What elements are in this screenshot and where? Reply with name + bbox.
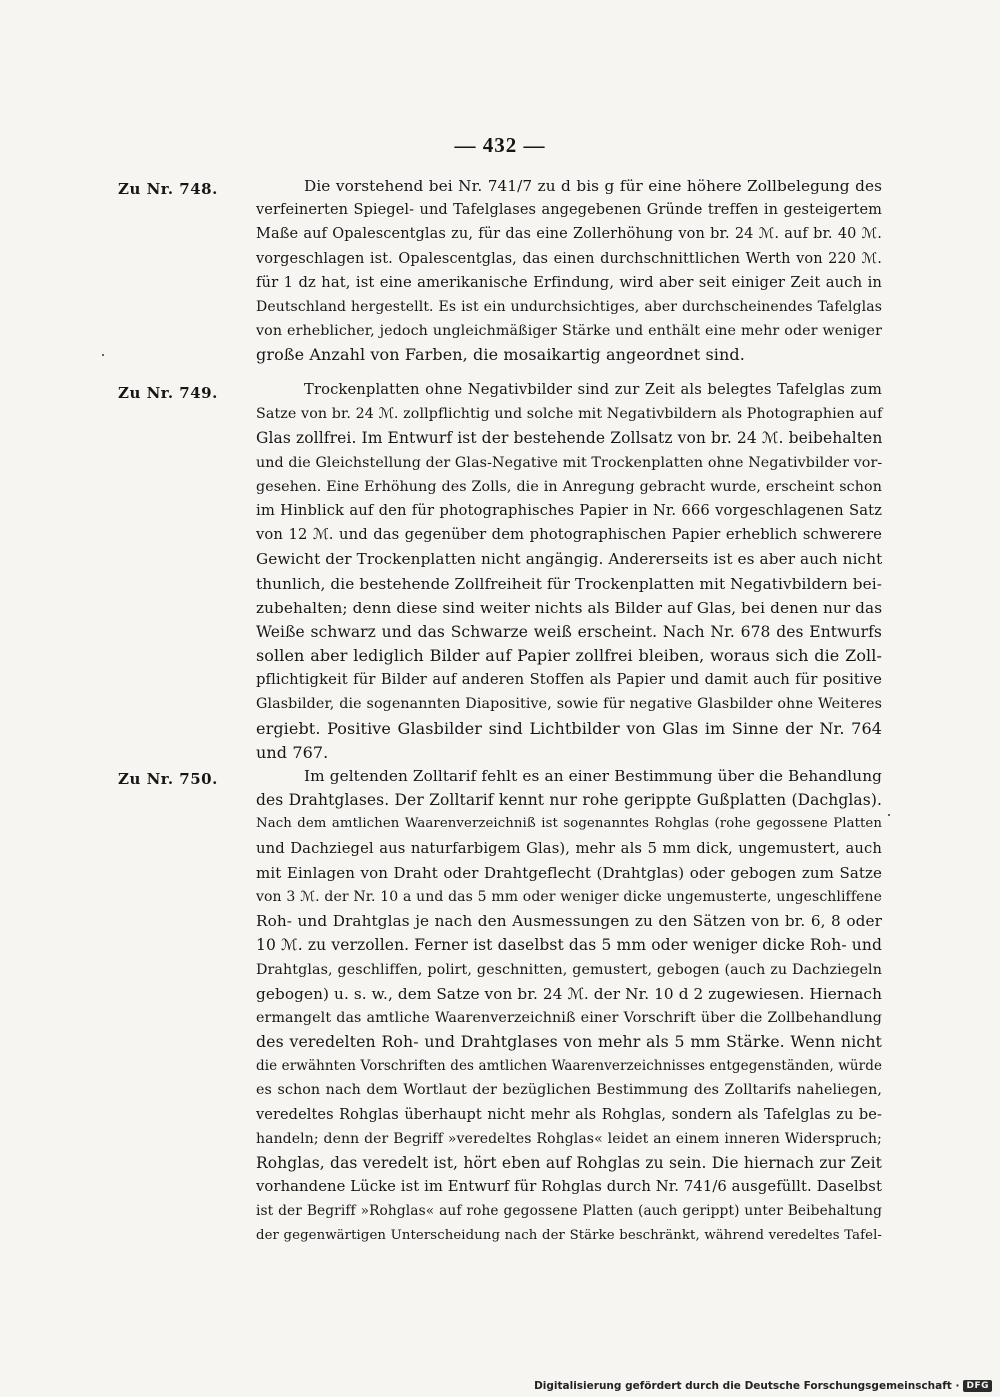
text-line: Roh- und Drahtglas je nach den Ausmessungen zu den Sätzen von br. 6, 8 oder (256, 912, 882, 931)
text-line: handeln; denn der Begriff »veredeltes Rohglas« leidet an einem inneren Widerspruch; (256, 1130, 882, 1147)
text-line: vorhandene Lücke ist im Entwurf für Rohglas durch Nr. 741/6 ausgefüllt. Daselbst (256, 1178, 882, 1196)
text-line: des Drahtglases. Der Zolltarif kennt nur rohe gerippte Gußplatten (Dachglas). (256, 791, 882, 810)
text-line: Trockenplatten ohne Negativbilder sind zur Zeit als belegtes Tafelglas zum (304, 381, 882, 398)
text-line: Maße auf Opalescentglas zu, für das eine Zollerhöhung von br. 24 ℳ. auf br. 40 ℳ. (256, 226, 882, 243)
entry-body (256, 174, 882, 368)
text-line: veredeltes Rohglas überhaupt nicht mehr als Rohglas, sondern als Tafelglas zu be- (256, 1106, 882, 1123)
entry-body (256, 378, 882, 765)
text-line: Nach dem amtlichen Waarenverzeichniß ist sogenanntes Rohglas (rohe gegossene Platten (256, 816, 882, 832)
text-line: Glasbilder, die sogenannten Diapositive, sowie für negative Glasbilder ohne Weiteres (256, 696, 882, 713)
text-line: vorgeschlagen ist. Opalescentglas, das einen durchschnittlichen Werth von 220 ℳ. (256, 250, 882, 267)
text-line: und 767. (256, 742, 329, 762)
print-speck (102, 354, 104, 356)
footer-text: Digitalisierung gefördert durch die Deutsche Forschungsgemeinschaft · (534, 1380, 960, 1392)
text-line: verfeinerten Spiegel- und Tafelglases angegebenen Gründe treffen in gesteigertem (256, 202, 882, 219)
text-line: thunlich, die bestehende Zollfreiheit für Trockenplatten mit Negativbildern bei- (256, 574, 882, 593)
digitization-footer (534, 1380, 992, 1392)
text-line: im Hinblick auf den für photographisches Papier in Nr. 666 vorgeschlagenen Satz (256, 501, 882, 519)
text-line: von 12 ℳ. und das gegenüber dem photographischen Papier erheblich schwerere (256, 526, 882, 544)
text-line: ermangelt das amtliche Waarenverzeichniß einer Vorschrift über die Zollbehandlung (256, 1009, 882, 1026)
dfg-logo: DFG (963, 1380, 992, 1392)
text-line: von erheblicher, jedoch ungleichmäßiger Stärke und enthält eine mehr oder weniger (256, 323, 882, 340)
text-line: sollen aber lediglich Bilder auf Papier zollfrei bleiben, woraus sich die Zoll- (256, 646, 882, 666)
entry-label: Zu Nr. 750. (118, 770, 218, 788)
text-line: es schon nach dem Wortlaut der bezüglichen Bestimmung des Zolltarifs naheliegen, (256, 1082, 882, 1099)
text-line: die erwähnten Vorschriften des amtlichen Waarenverzeichnisses entgegenständen, würde (256, 1058, 883, 1075)
text-line: große Anzahl von Farben, die mosaikartig angeordnet sind. (256, 345, 745, 365)
entry-body (256, 764, 882, 1248)
text-line: Drahtglas, geschliffen, polirt, geschnitten, gemustert, gebogen (auch zu Dachziegeln (256, 961, 882, 978)
text-line: gesehen. Eine Erhöhung des Zolls, die in Anregung gebracht wurde, erscheint schon (256, 478, 882, 495)
text-line: der gegenwärtigen Unterscheidung nach der Stärke beschränkt, während veredeltes Tafel- (256, 1227, 882, 1243)
text-line: und Dachziegel aus naturfarbigem Glas), mehr als 5 mm dick, ungemustert, auch (256, 839, 882, 857)
text-line: zubehalten; denn diese sind weiter nichts als Bilder auf Glas, bei denen nur das (256, 598, 883, 617)
page-number: — 432 — (454, 133, 546, 157)
text-line: des veredelten Roh- und Drahtglases von mehr als 5 mm Stärke. Wenn nicht (256, 1032, 882, 1052)
text-line: Satze von br. 24 ℳ. zollpflichtig und solche mit Negativbildern als Photographien auf (256, 406, 883, 423)
entry-label: Zu Nr. 749. (118, 384, 218, 402)
text-line: und die Gleichstellung der Glas-Negative mit Trockenplatten ohne Negativbilder vor- (256, 454, 883, 471)
text-line: Die vorstehend bei Nr. 741/7 zu d bis g für eine höhere Zollbelegung des (304, 177, 882, 195)
text-line: mit Einlagen von Draht oder Drahtgeflecht (Drahtglas) oder gebogen zum Satze (256, 863, 882, 882)
text-line: ist der Begriff »Rohglas« auf rohe gegossene Platten (auch gerippt) unter Beibehaltung (256, 1203, 882, 1220)
text-line: Weiße schwarz und das Schwarze weiß erscheint. Nach Nr. 678 des Entwurfs (256, 622, 882, 641)
print-speck (888, 814, 890, 816)
text-line: ergiebt. Positive Glasbilder sind Lichtbilder von Glas im Sinne der Nr. 764 (256, 718, 882, 738)
text-line: pflichtigkeit für Bilder auf anderen Stoffen als Papier und damit auch für positive (256, 671, 882, 689)
text-line: 10 ℳ. zu verzollen. Ferner ist daselbst das 5 mm oder weniger dicke Roh- und (256, 936, 882, 955)
entry-label: Zu Nr. 748. (118, 180, 218, 198)
text-line: für 1 dz hat, ist eine amerikanische Erfindung, wird aber seit einiger Zeit auch in (256, 273, 882, 291)
text-line: Rohglas, das veredelt ist, hört eben auf Rohglas zu sein. Die hiernach zur Zeit (256, 1154, 882, 1172)
text-line: Gewicht der Trockenplatten nicht angängig. Andererseits ist es aber auch nicht (256, 550, 883, 569)
text-line: von 3 ℳ. der Nr. 10 a und das 5 mm oder weniger dicke ungemusterte, ungeschliffene (256, 888, 882, 905)
text-line: Deutschland hergestellt. Es ist ein undurchsichtiges, aber durchscheinendes Tafelglas (256, 298, 882, 315)
text-line: gebogen) u. s. w., dem Satze von br. 24 ℳ. der Nr. 10 d 2 zugewiesen. Hiernach (256, 984, 882, 1003)
text-line: Im geltenden Zolltarif fehlt es an einer Bestimmung über die Behandlung (304, 767, 882, 785)
text-line: Glas zollfrei. Im Entwurf ist der bestehende Zollsatz von br. 24 ℳ. beibehalten (256, 429, 883, 448)
